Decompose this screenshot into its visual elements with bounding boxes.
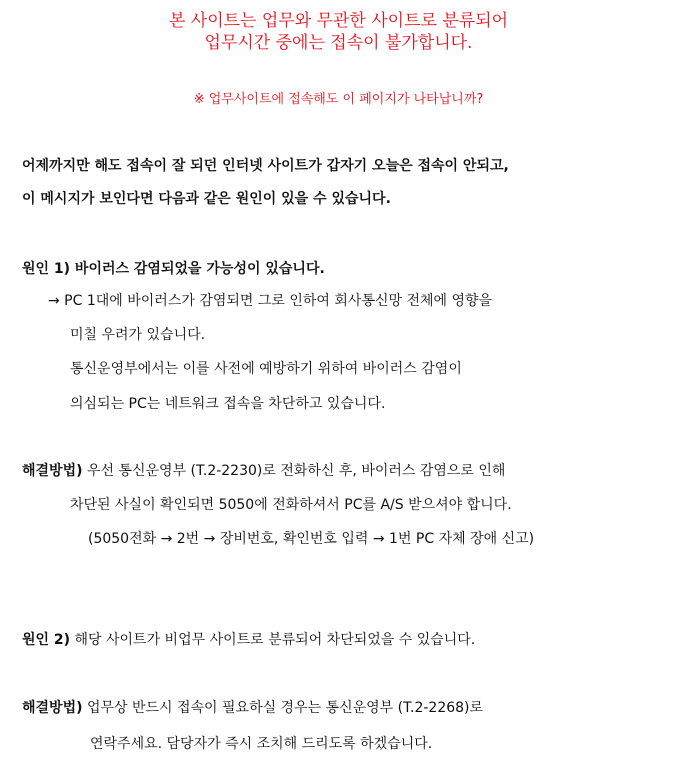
solution2-text: 업무상 반드시 접속이 필요하실 경우는 통신운영부 (T.2-2268)로 xyxy=(82,700,484,716)
intro-line2: 이 메시지가 보인다면 다음과 같은 원인이 있을 수 있습니다. xyxy=(22,191,391,207)
question-subtitle: ※ 업무사이트에 접속해도 이 페이지가 나타납니까? xyxy=(193,92,484,107)
cause1-line1: → PC 1대에 바이러스가 감염되면 그로 인하여 회사통신망 전체에 영향을 xyxy=(48,293,493,309)
solution1-line1 xyxy=(22,460,505,480)
solution2-line1 xyxy=(22,697,483,717)
solution1-line2: 차단된 사실이 확인되면 5050에 전화하셔서 PC를 A/S 받으셔야 합니다. xyxy=(70,497,512,513)
intro-line1: 어제까지만 해도 접속이 잘 되던 인터넷 사이트가 갑자기 오늘은 접속이 안되고, xyxy=(22,158,509,174)
cause1-heading: 원인 1) 바이러스 감염되었을 가능성이 있습니다. xyxy=(22,261,325,277)
solution1-line3: (5050전화 → 2번 → 장비번호, 확인번호 입력 → 1번 PC 자체 장애 신고) xyxy=(88,531,535,547)
solution1-text: 우선 통신운영부 (T.2-2230)로 전화하신 후, 바이러스 감염으로 인해 xyxy=(82,463,506,479)
cause2-text: 해당 사이트가 비업무 사이트로 분류되어 차단되었을 수 있습니다. xyxy=(70,632,476,648)
cause1-line2: 미칠 우려가 있습니다. xyxy=(70,327,206,343)
block-notice-title-line2: 업무시간 중에는 접속이 불가합니다. xyxy=(204,33,473,53)
cause1-line3: 통신운영부에서는 이를 사전에 예방하기 위하여 바이러스 감염이 xyxy=(70,361,462,377)
cause1-line4: 의심되는 PC는 네트워크 접속을 차단하고 있습니다. xyxy=(70,396,386,412)
cause2-line xyxy=(22,629,475,649)
cause2-label: 원인 2) xyxy=(22,632,71,648)
solution2-line2: 연락주세요. 담당자가 즉시 조치해 드리도록 하겠습니다. xyxy=(90,736,433,752)
block-notice-title-line1: 본 사이트는 업무와 무관한 사이트로 분류되어 xyxy=(168,11,509,31)
solution1-label: 해결방법) xyxy=(22,463,83,479)
solution2-label: 해결방법) xyxy=(22,700,83,716)
